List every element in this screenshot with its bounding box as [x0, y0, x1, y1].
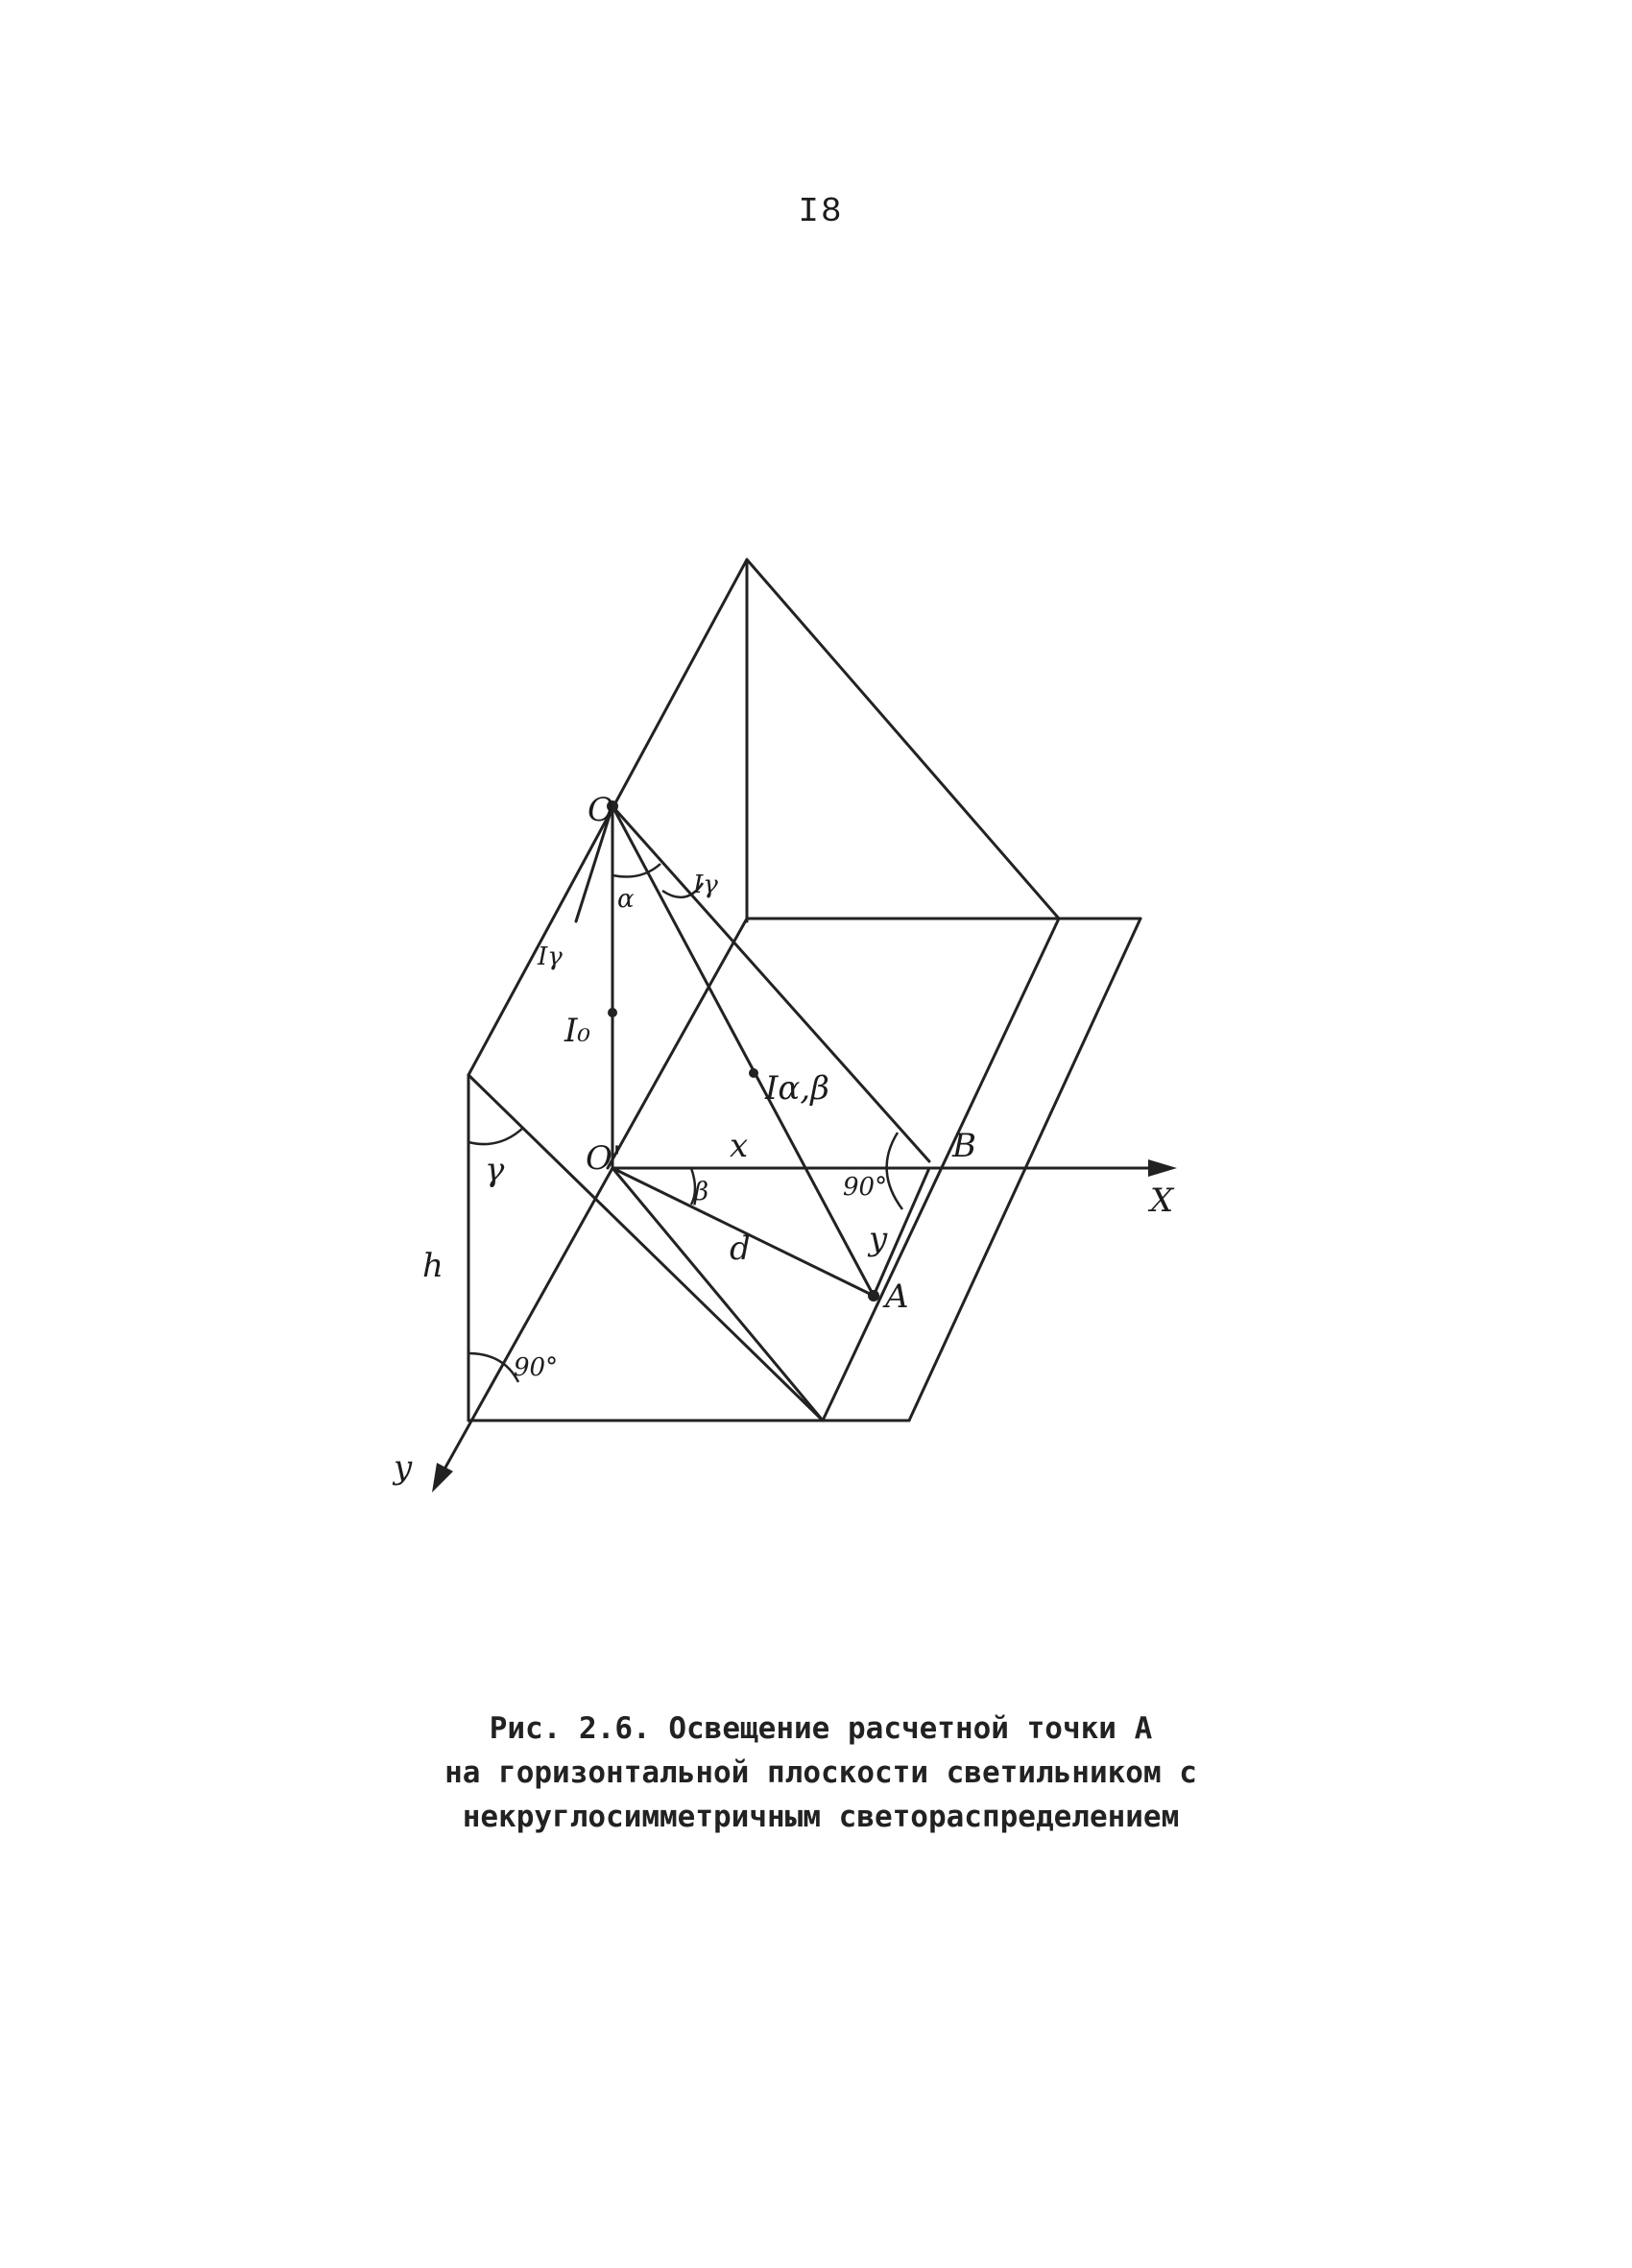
page-number: I8	[798, 192, 844, 231]
back-plane-diagonal	[608, 919, 747, 1168]
angle-90-arc-right	[887, 1133, 902, 1209]
label-height-h: h	[422, 1247, 444, 1285]
label-axis-y: y	[394, 1448, 413, 1487]
angle-90-arc-left	[468, 1353, 518, 1382]
label-origin-o: O	[588, 791, 614, 829]
ray-o-to-b	[612, 806, 929, 1161]
axis-x-arrow-icon	[1148, 1159, 1177, 1177]
label-dist-d: d	[730, 1229, 751, 1268]
label-intensity-i0: I₀	[564, 1012, 591, 1050]
point-i0	[608, 1008, 617, 1017]
label-point-b: B	[952, 1127, 976, 1165]
label-angle-alpha: α	[617, 885, 635, 914]
caption-line-1: Рис. 2.6. Освещение расчетной точки А	[489, 1711, 1153, 1746]
label-o-prime: O'	[586, 1139, 622, 1178]
label-intensity-gamma-left: Iγ	[538, 943, 563, 971]
segment-o-prime-to-floor	[612, 1168, 823, 1420]
caption-line-2: на горизонтальной плоскости светильником с	[444, 1755, 1197, 1790]
axis-y	[437, 1168, 612, 1483]
label-intensity-alpha-beta: Iα,β	[765, 1069, 829, 1108]
label-angle-90-left: 90°	[514, 1353, 559, 1382]
angle-alpha-arc	[612, 864, 660, 877]
ray-o-to-a	[612, 806, 874, 1296]
label-angle-gamma-left: γ	[485, 1151, 505, 1189]
upper-plane-right-edge	[747, 560, 1059, 919]
label-angle-90-right: 90°	[843, 1173, 888, 1202]
label-angle-beta: β	[694, 1178, 709, 1206]
figure-caption	[288, 1707, 1354, 1839]
caption-line-3: некруглосимметричным светораспределением	[462, 1800, 1180, 1834]
label-intensity-gamma-right: Iγ	[693, 871, 718, 899]
label-dist-y: y	[869, 1220, 888, 1258]
axis-y-arrow-icon	[432, 1463, 453, 1492]
point-a	[868, 1290, 879, 1301]
label-axis-x: X	[1150, 1182, 1174, 1220]
label-point-a: A	[885, 1277, 909, 1316]
label-dist-x: x	[730, 1127, 749, 1165]
angle-gamma-arc-left	[468, 1128, 523, 1144]
point-intensity	[749, 1068, 758, 1078]
